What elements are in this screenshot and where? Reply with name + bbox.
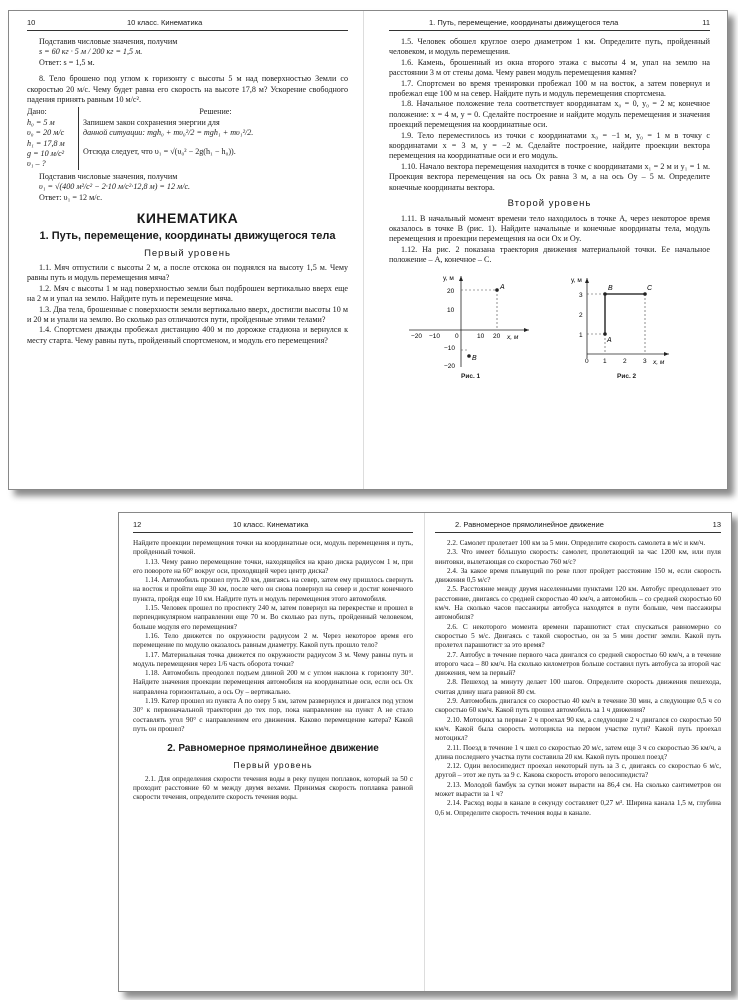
- problem-text: 2.6. С некоторого момента времени парашютист стал спускаться равномерно со скоростью 5 м/с. Двигаясь с такой скоростью, он за 5 мин достиг земли. Какой путь пролетел парашютист за это время?: [435, 622, 721, 650]
- problem-text: 1.14. Автомобиль прошел путь 20 км, двигаясь на север, затем ему пришлось свернуть на восток и пройти еще 30 км, после чего он снова повернул на север и достиг конечного пункта, пройдя еще 10 км. Найдите путь и модуль перемещения этого автомобиля.: [133, 576, 413, 603]
- tick-label: −20: [411, 332, 423, 340]
- running-title: 10 класс. Кинематика: [233, 520, 309, 529]
- text-line: Подставив числовые значения, получим: [39, 171, 178, 181]
- tick-label: −10: [429, 332, 441, 340]
- figure-2-caption: Рис. 2: [617, 372, 637, 380]
- page-body: [133, 539, 413, 802]
- problem-text: 1.11. В начальный момент времени тело находилось в точке A, через некоторое время оказалось в точке B (рис. 1). Найдите начальные и конечные координаты тела, модуль перемещения и проекции перемещения на оси Ox и Oy.: [389, 213, 710, 244]
- point-c: [643, 292, 647, 296]
- figure-1-caption: Рис. 1: [461, 372, 481, 380]
- page-header: [435, 520, 721, 533]
- page-number: 12: [133, 520, 142, 529]
- point-label-a: A: [500, 283, 505, 291]
- point-a: [603, 332, 607, 336]
- problem-text: 1.18. Автомобиль преодолел подъем длиной 200 м с углом наклона к горизонту 30°. Найдите значения проекции перемещения автомобиля на координатные оси, если ось Ox направлена горизонтально, а ось Oy – вертикально.: [133, 669, 413, 696]
- tick-label: 2: [579, 311, 583, 319]
- level-title: Первый уровень: [233, 760, 313, 771]
- problem-text: 1.1. Мяч отпустили с высоты 2 м, а после отскока он поднялся на высоту 1,5 м. Чему равны путь и модуль перемещения мяча?: [27, 262, 348, 283]
- page-gutter: [424, 513, 425, 991]
- bottom-page-spread: [118, 512, 732, 992]
- given-value: υ₁ – ?: [27, 159, 46, 169]
- x-axis-arrow: [524, 328, 529, 332]
- problem-text: 1.15. Человек прошел по проспекту 240 м, затем повернул на перекрестке и прошел в перпендикулярном направлении еще 70 м. Во сколько раз путь, пройденный человеком, больше модуля его перемещения?: [133, 604, 413, 631]
- problem-text: 1.10. Начало вектора перемещения находится в точке с координатами x₁ = 2 м и y₁ = 1 м. Проекция вектора перемещения на ось Ox равна 3 м, а на ось Oy – 5 м. Определите конечные координаты вектора.: [389, 161, 710, 192]
- top-page-spread: [8, 10, 728, 490]
- problem-text: 2.1. Для определения скорости течения воды в реку пущен поплавок, который за 50 с проходит расстояние 60 м между двумя вехами. Принимая скорость поплавка равной скорости течения, определите скорость течения воды.: [133, 774, 413, 802]
- page-body: [389, 37, 710, 380]
- page-body: [435, 539, 721, 818]
- answer: Ответ: υ₁ = 12 м/с.: [39, 192, 103, 202]
- problem-text: 2.4. За какое время плывущий по реке плот пройдет расстояние 150 м, если скорость движения 0,5 м/с?: [435, 566, 721, 585]
- page-body: [27, 37, 348, 346]
- section-title: 1. Путь, перемещение, координаты движущегося тела: [39, 229, 336, 242]
- answer: Ответ: s = 1,5 м.: [39, 57, 95, 67]
- x-axis-arrow: [664, 352, 669, 356]
- problem-text: 1.4. Спортсмен дважды пробежал дистанцию 400 м по дорожке стадиона и вернулся к месту старта. Чему равны путь, пройденный спортсменом, и модуль его перемещения?: [27, 325, 348, 345]
- page-header: [27, 18, 348, 31]
- tick-label: 1: [603, 357, 607, 365]
- figure-2: [569, 272, 679, 372]
- problem-text: 2.5. Расстояние между двумя населенными пунктами 120 км. Автобус преодолевает это расстояние, двигаясь со средней скоростью 40 км/ч, а автомобиль – со средней скоростью 60 км/ч. На сколько часов пассажиры автобуса находятся в пути больше, чем пассажиры автомобиля?: [435, 585, 721, 622]
- section-title: 2. Равномерное прямолинейное движение: [167, 743, 379, 755]
- point-label-b: B: [472, 354, 477, 362]
- tick-label: −20: [444, 362, 456, 370]
- running-title: 2. Равномерное прямолинейное движение: [455, 520, 604, 529]
- problem-text: 2.8. Пешеход за минуту делает 100 шагов. Определите скорость движения пешехода, считая длину шага равной 80 см.: [435, 678, 721, 696]
- problem-text: 2.3. Что имеет бóльшую скорость: самолет, пролетающий за час 1200 км, или пуля винтовки, вылетающая со скоростью 760 м/с?: [435, 548, 721, 566]
- problem-text: 1.9. Тело переместилось из точки с координатами x₀ = −1 м, y₀ = 1 м в точку с координатами x = 3 м, y = −2 м. Сделайте построение, найдите проекции вектора перемещения на координатные оси и его модуль.: [389, 130, 710, 161]
- page-header: [133, 520, 413, 533]
- problem-text: 2.7. Автобус в течение первого часа двигался со средней скоростью 60 км/ч, а в течение второго часа – 80 км/ч. На сколько километров больше составил путь автобуса за второй час движения, чем за первый?: [435, 650, 721, 678]
- solution-column: [79, 107, 348, 169]
- point-b: [467, 354, 471, 358]
- problem-text: 1.7. Спортсмен во время тренировки пробежал 100 м на восток, а затем повернул и пробежал еще 100 м на север. Найдите путь и модуль перемещения спортсмена.: [389, 78, 710, 99]
- running-title: 1. Путь, перемещение, координаты движущегося тела: [429, 18, 619, 27]
- problem-text: 1.17. Материальная точка движется по окружности радиусом 3 м. Чему равны путь и модуль перемещения через 1/6 часть оборота точки?: [133, 650, 413, 668]
- solution-label: Решение:: [199, 107, 232, 117]
- problem-text: 1.6. Камень, брошенный из окна второго этажа с высоты 4 м, упал на землю на расстоянии 3 м от стены дома. Чему равен модуль перемещения камня?: [389, 57, 710, 78]
- point-a: [495, 288, 499, 292]
- given-label: Дано:: [27, 107, 47, 117]
- trajectory: [605, 294, 645, 334]
- problem-text: 1.8. Начальное положение тела соответствует координатам x₀ = 0, y₀ = 2 м; конечное положение: x = 4 м, y = 0. Сделайте построение и найдите модуль перемещения и значения проекций перемещения на координатные оси.: [389, 99, 710, 130]
- tick-label: −10: [444, 344, 456, 352]
- problem-text: 1.13. Чему равно перемещение точки, находящейся на краю диска радиусом 1 м, при его повороте на 60° вокруг оси, проходящей через центр диска?: [133, 557, 413, 575]
- chapter-title: КИНЕМАТИКА: [136, 210, 239, 227]
- page-number: 11: [702, 18, 710, 27]
- solution-line: данной ситуации: mgh₀ + mυ₀²/2 = mgh₁ + mυ₁²/2.: [83, 128, 254, 138]
- running-title: 10 класс. Кинематика: [127, 18, 203, 27]
- problem-text: 2.9. Автомобиль двигался со скоростью 40 км/ч в течение 30 мин, а следующие 0,5 ч со скоростью 60 км/ч. Какой путь прошел автомобиль за 1 ч движения?: [435, 697, 721, 715]
- point-b: [603, 292, 607, 296]
- level-title: Первый уровень: [144, 247, 231, 259]
- given-column: [27, 107, 79, 169]
- y-axis-arrow: [459, 276, 463, 281]
- problem-text: 1.3. Два тела, брошенные с поверхности земли вертикально вверх, достигли высоты 10 м и 20 м и упали на землю. Во сколько раз отличаются пути, пройденные этими телами?: [27, 304, 348, 324]
- problem-text: 2.13. Молодой бамбук за сутки может вырасти на 86,4 см. На сколько сантиметров он может вырасти за 1 ч?: [435, 780, 721, 799]
- point-label-a: A: [607, 336, 612, 344]
- figures: [389, 272, 710, 380]
- level-title: Второй уровень: [507, 198, 592, 210]
- given-value: υ₀ = 20 м/с: [27, 128, 65, 138]
- text-line: Найдите проекции перемещения точки на координатные оси, модуль перемещения и путь, пройденный точкой.: [133, 539, 413, 557]
- page-12: [119, 513, 419, 991]
- solution-line: Запишем закон сохранения энергии для: [83, 117, 220, 127]
- problem-text: 1.19. Катер прошел из пункта A по озеру 5 км, затем развернулся и двигался под углом 30° к первоначальной траектории до тех пор, пока направление на пункт A не стало составлять угол 90° с направлением его движения. Каково перемещение катера? Какой путь он прошел?: [133, 697, 413, 733]
- problem-text: 2.10. Мотоцикл за первые 2 ч проехал 90 км, а следующие 2 ч двигался со скоростью 50 км/ч. Какой была скорость мотоцикла на первом участке пути? Какой путь проехал мотоцикл?: [435, 715, 721, 743]
- tick-label: 0: [455, 332, 459, 340]
- tick-label: 20: [493, 332, 501, 340]
- formula: s = 60 кг · 5 м / 200 кг = 1,5 м.: [39, 47, 143, 57]
- problem-text: 2.14. Расход воды в канале в секунду составляет 0,27 м³. Ширина канала 1,5 м, глубина 0,6 м. Определите скорость течения воды в канале.: [435, 799, 721, 817]
- page-number: 13: [712, 520, 721, 529]
- page-gutter: [363, 11, 364, 489]
- problem-text: 1.16. Тело движется по окружности радиусом 2 м. Через некоторое время его перемещение по модулю оказалось равным диаметру. Какой путь прошло тело?: [133, 631, 413, 650]
- x-axis-label: x, м: [507, 333, 519, 341]
- problem-text: 1.12. На рис. 2 показана траектория движения материальной точки. Ее начальное положение – A, конечное – C.: [389, 244, 710, 265]
- problem-text: 2.2. Самолет пролетает 100 км за 5 мин. Определите скорость самолета в м/с и км/ч.: [447, 539, 706, 547]
- problem-text: 1.5. Человек обошел круглое озеро диаметром 1 км. Определите путь, пройденный человеком, и модуль перемещения.: [389, 37, 710, 57]
- page-number: 10: [27, 18, 36, 27]
- text-line: Подставив числовые значения, получим: [39, 37, 178, 46]
- page-11: [371, 11, 716, 489]
- y-axis-arrow: [585, 278, 589, 283]
- problem-text: 2.12. Один велосипедист проехал некоторый путь за 3 с, двигаясь со скоростью 6 м/с, другой – этот же путь за 9 с. Какова скорость второго велосипедиста?: [435, 762, 721, 780]
- tick-label: 10: [447, 306, 455, 314]
- point-label-b: B: [608, 284, 613, 292]
- problem-text: 2.11. Поезд в течение 1 ч шел со скоростью 20 м/с, затем еще 3 ч со скоростью 36 км/ч, а длина последнего участка пути составила 20 км. Какой путь прошел поезд?: [435, 743, 721, 761]
- problem-text: 1.2. Мяч с высоты 1 м над поверхностью земли был подброшен вертикально вверх еще на 2 м и упал на землю. Найдите путь и перемещение мяча.: [27, 283, 348, 304]
- given-solution-block: [27, 107, 348, 169]
- given-value: h₁ = 17,8 м: [27, 138, 65, 148]
- figure-1: [399, 272, 549, 372]
- x-axis-label: x, м: [653, 358, 665, 366]
- page-13: [429, 513, 729, 991]
- tick-label: 1: [579, 331, 583, 339]
- y-axis-label: y, м: [571, 276, 582, 284]
- y-axis-label: y, м: [443, 274, 454, 282]
- problem-text: 8. Тело брошено под углом к горизонту с высоты 5 м над поверхностью Земли со скоростью 20 м/с. Чему будет равна его скорость на высоте 17,8 м? Ускорение свободного падения принять равным 10 м/с².: [27, 74, 348, 105]
- tick-label: 10: [477, 332, 485, 340]
- tick-label: 3: [643, 357, 647, 365]
- page-10: [9, 11, 354, 489]
- page-header: [389, 18, 710, 31]
- tick-label: 0: [585, 357, 589, 365]
- given-value: h₀ = 5 м: [27, 117, 55, 127]
- point-label-c: C: [647, 284, 653, 292]
- given-value: g = 10 м/с²: [27, 149, 65, 159]
- tick-label: 3: [579, 291, 583, 299]
- solution-line: Отсюда следует, что υ₁ = √(υ₀² − 2g(h₁ − h₀)).: [83, 146, 236, 156]
- formula: υ₁ = √(400 м²/с² − 2·10 м/с²·12,8 м) = 12 м/с.: [39, 182, 191, 192]
- tick-label: 2: [623, 357, 627, 365]
- tick-label: 20: [447, 287, 455, 295]
